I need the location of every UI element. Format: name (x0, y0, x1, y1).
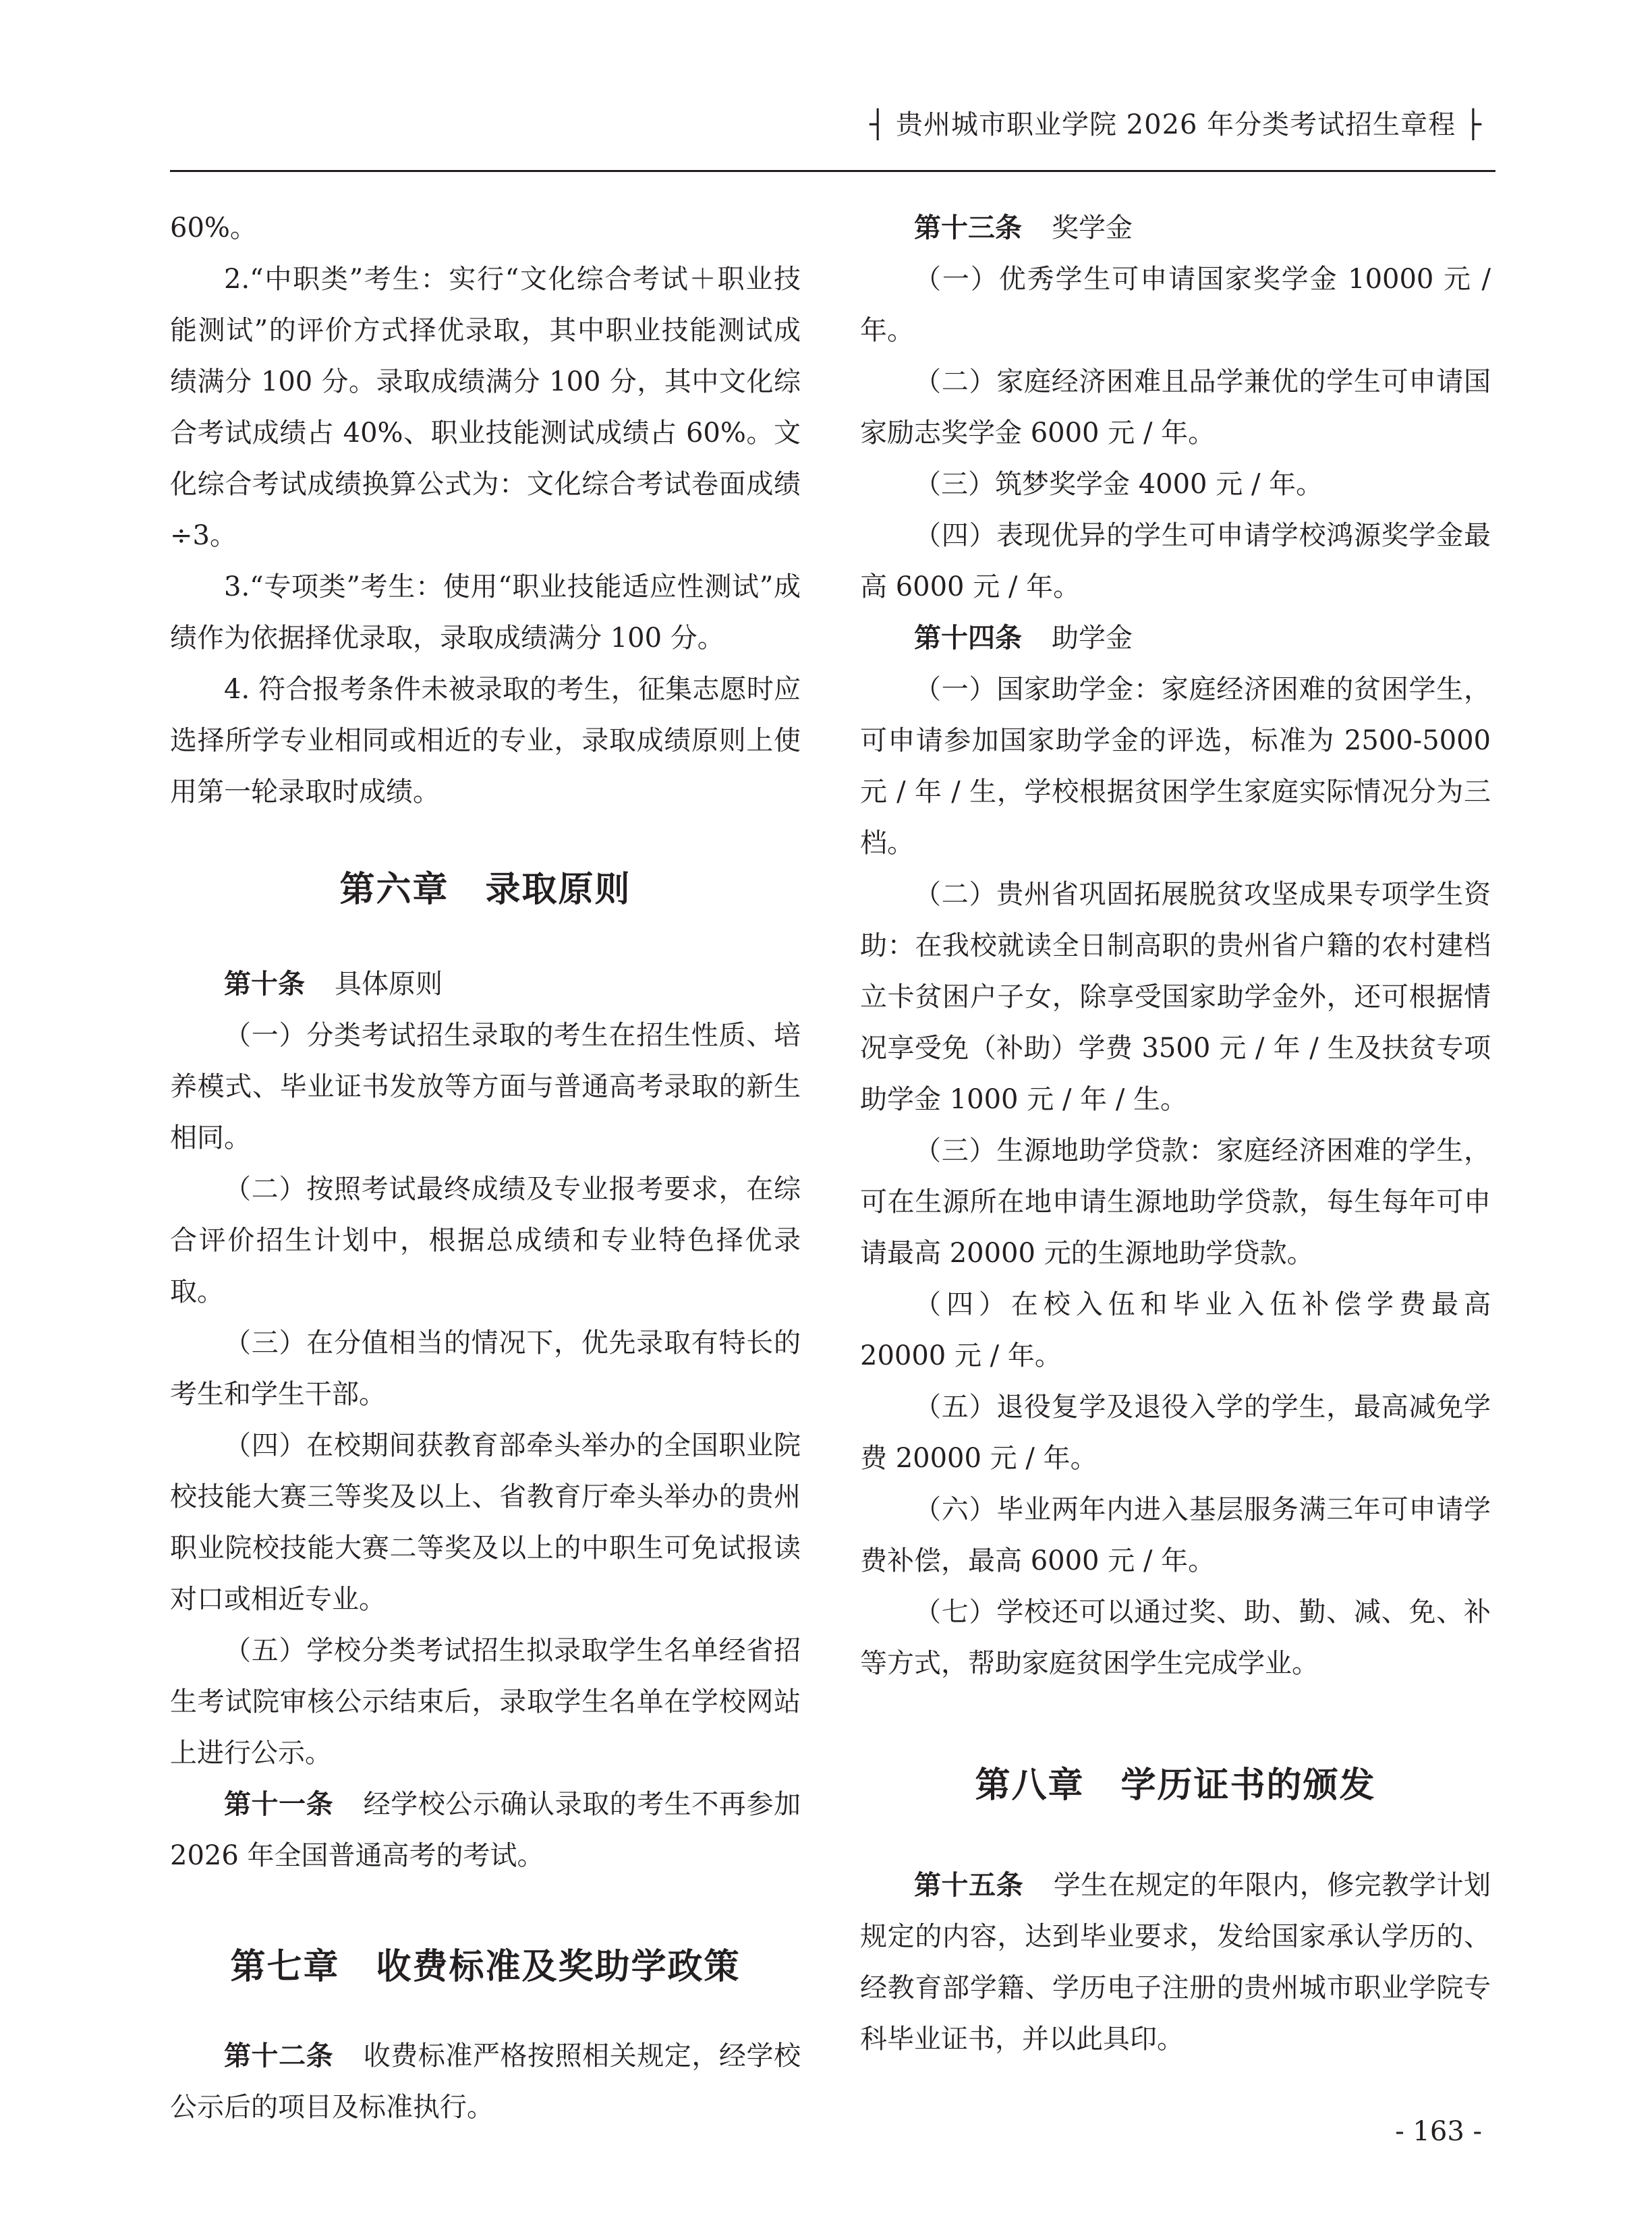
chapter-8-heading: 第八章 学历证书的颁发 (975, 1765, 1376, 1806)
article-15-text: 学生在规定的年限内，修完教学计划规定的内容，达到毕业要求，发给国家承认学历的、经教育部学籍、学历电子注册的贵州城市职业学院专科毕业证书，并以此具印。 (860, 1870, 1491, 2055)
article-14-clause-5: （五）退役复学及退役入学的学生，最高减免学费 20000 元 / 年。 (860, 1392, 1491, 1474)
item-4-paragraph: 4. 符合报考条件未被录取的考生，征集志愿时应选择所学专业相同或相近的专业，录取成绩原则上使用第一轮录取时成绩。 (170, 674, 801, 807)
article-14-clause-6: （六）毕业两年内进入基层服务满三年可申请学费补偿，最高 6000 元 / 年。 (860, 1494, 1491, 1576)
article-10-clause-4: （四）在校期间获教育部牵头举办的全国职业院校技能大赛三等奖及以上、省教育厅牵头举办的贵州职业院校技能大赛二等奖及以上的中职生可免试报读对口或相近专业。 (170, 1430, 801, 1615)
article-13-clause-3: （三）筑梦奖学金 4000 元 / 年。 (914, 469, 1323, 500)
header-right-mark: ├ (1464, 109, 1482, 140)
left-column (170, 202, 801, 2133)
article-14-clause-3: （三）生源地助学贷款：家庭经济困难的学生，可在生源所在地申请生源地助学贷款，每生每年可申请最高 20000 元的生源地助学贷款。 (860, 1135, 1491, 1269)
article-11-paragraph (170, 1779, 801, 1881)
article-11-text: 经学校公示确认录取的考生不再参加 2026 年全国普通高考的考试。 (170, 1789, 801, 1871)
item-3-paragraph: 3.“专项类”考生：使用“职业技能适应性测试”成绩作为依据择优录取，录取成绩满分 100 分。 (170, 571, 801, 654)
header-left-mark: ┤ (870, 109, 887, 140)
article-14-clause-2: （二）贵州省巩固拓展脱贫攻坚成果专项学生资助：在我校就读全日制高职的贵州省户籍的农村建档立卡贫困户子女，除享受国家助学金外，还可根据情况享受免（补助）学费 3500 元 / 年 / 生及扶贫专项助学金 1000 元 / 年 / 生。 (860, 879, 1491, 1115)
article-14-subtitle: 助学金 (1052, 623, 1133, 654)
article-10-clause-3: （三）在分值相当的情况下，优先录取有特长的考生和学生干部。 (170, 1328, 801, 1410)
article-12-paragraph (170, 2030, 801, 2133)
article-10-heading (170, 959, 801, 1010)
continued-paragraph: 60%。 (170, 212, 257, 244)
article-11-title: 第十一条 (224, 1789, 334, 1820)
article-10-clause-2: （二）按照考试最终成绩及专业报考要求，在综合评价招生计划中，根据总成绩和专业特色择优录取。 (170, 1174, 801, 1307)
chapter-7-heading: 第七章 收费标准及奖助学政策 (230, 1947, 741, 1987)
running-header (870, 111, 1482, 138)
article-14-clause-1: （一）国家助学金：家庭经济困难的贫困学生，可申请参加国家助学金的评选，标准为 2500-5000 元 / 年 / 生，学校根据贫困学生家庭实际情况分为三档。 (860, 674, 1491, 859)
article-12-text: 收费标准严格按照相关规定，经学校公示后的项目及标准执行。 (170, 2040, 801, 2123)
article-10-subtitle: 具体原则 (335, 969, 443, 1000)
header-title: 贵州城市职业学院 2026 年分类考试招生章程 (895, 109, 1456, 140)
right-column (860, 202, 1491, 2065)
article-15-title: 第十五条 (914, 1870, 1024, 1901)
article-14-clause-7: （七）学校还可以通过奖、助、勤、减、免、补等方式，帮助家庭贫困学生完成学业。 (860, 1597, 1491, 1679)
chapter-6-heading: 第六章 录取原则 (339, 869, 631, 910)
article-13-clause-4: （四）表现优异的学生可申请学校鸿源奖学金最高 6000 元 / 年。 (860, 520, 1491, 602)
article-10-title: 第十条 (224, 969, 305, 1000)
article-14-heading (860, 612, 1491, 664)
article-14-title: 第十四条 (914, 623, 1022, 654)
header-rule (170, 170, 1496, 172)
article-13-clause-1: （一）优秀学生可申请国家奖学金 10000 元 / 年。 (860, 264, 1491, 346)
article-12-title: 第十二条 (224, 2040, 334, 2072)
article-13-title: 第十三条 (914, 212, 1022, 244)
article-10-clause-1: （一）分类考试招生录取的考生在招生性质、培养模式、毕业证书发放等方面与普通高考录取的新生相同。 (170, 1020, 801, 1153)
article-13-heading (860, 202, 1491, 254)
item-2-paragraph: 2.“中职类”考生：实行“文化综合考试＋职业技能测试”的评价方式择优录取，其中职业技能测试成绩满分 100 分。录取成绩满分 100 分，其中文化综合考试成绩占 40%、职业技能测试成绩占 60%。文化综合考试成绩换算公式为：文化综合考试卷面成绩 ÷3。 (170, 264, 801, 551)
article-15-paragraph (860, 1860, 1491, 2065)
article-10-clause-5: （五）学校分类考试招生拟录取学生名单经省招生考试院审核公示结束后，录取学生名单在学校网站上进行公示。 (170, 1635, 801, 1769)
article-14-clause-4: （四）在校入伍和毕业入伍补偿学费最高 20000 元 / 年。 (860, 1289, 1491, 1371)
page-number: - 163 - (1395, 2116, 1482, 2147)
article-13-subtitle: 奖学金 (1052, 212, 1133, 244)
article-13-clause-2: （二）家庭经济困难且品学兼优的学生可申请国家励志奖学金 6000 元 / 年。 (860, 366, 1491, 449)
